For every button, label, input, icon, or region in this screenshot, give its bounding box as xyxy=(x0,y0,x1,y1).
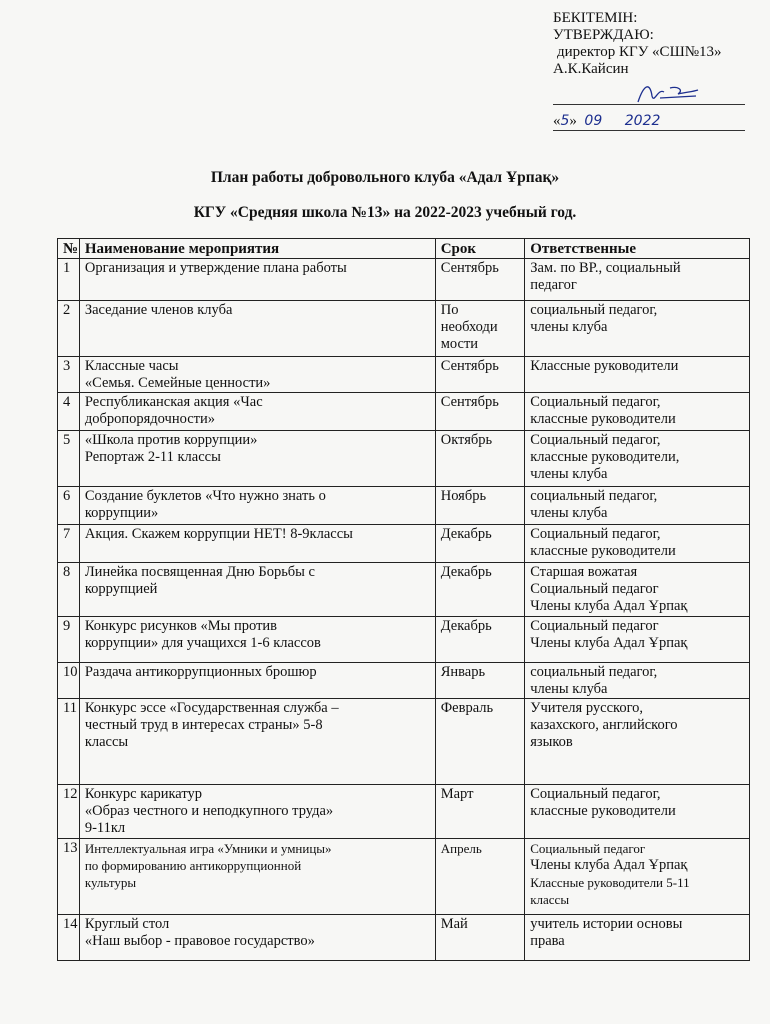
document-subtitle: КГУ «Средняя школа №13» на 2022-2023 учебный год. xyxy=(193,204,577,221)
event-date xyxy=(435,699,524,785)
event-responsible-line: Старшая вожатая xyxy=(530,564,638,580)
event-responsible-line: члены клуба xyxy=(530,681,608,697)
event-name-line: культуры xyxy=(84,875,137,890)
event-responsible xyxy=(525,785,750,839)
event-responsible-line: Зам. по ВР., социальный xyxy=(530,260,681,276)
table-row xyxy=(58,301,750,357)
event-responsible xyxy=(525,839,750,915)
event-responsible-line: Социальный педагог xyxy=(530,618,659,634)
event-name xyxy=(79,839,435,915)
event-name-line: «Наш выбор - правовое государство» xyxy=(84,933,315,949)
table-row xyxy=(58,839,750,915)
event-responsible-line: социальный педагог, xyxy=(530,302,658,318)
event-name-line: Интеллектуальная игра «Умники и умницы» xyxy=(84,841,332,856)
event-name-line: коррупции» xyxy=(84,505,159,521)
event-date xyxy=(435,663,524,699)
event-date xyxy=(435,301,524,357)
header-date: Срок xyxy=(435,239,524,259)
event-date-line: Декабрь xyxy=(440,526,492,542)
date-year: 2022 xyxy=(624,113,661,129)
event-responsible-line: классные руководители xyxy=(530,411,676,427)
event-date-line: мости xyxy=(440,336,479,352)
event-date-line: Декабрь xyxy=(440,564,492,580)
event-date xyxy=(435,393,524,431)
event-responsible-line: казахского, английского xyxy=(530,717,678,733)
approval-block xyxy=(553,10,763,78)
event-responsible-line: Учителя русского, xyxy=(530,700,644,716)
table-row xyxy=(58,525,750,563)
row-number: 6 xyxy=(58,487,80,525)
event-responsible-line: Классные руководители xyxy=(530,358,679,374)
event-date xyxy=(435,525,524,563)
event-name-line: Конкурс карикатур xyxy=(84,786,203,802)
table-row xyxy=(58,563,750,617)
event-responsible-line: педагог xyxy=(530,277,577,293)
event-responsible xyxy=(525,487,750,525)
event-name-line: Конкурс эссе «Государственная служба – xyxy=(84,700,339,716)
event-date xyxy=(435,915,524,961)
event-responsible-line: права xyxy=(530,933,565,949)
event-date-line: Март xyxy=(440,786,474,802)
event-responsible xyxy=(525,663,750,699)
event-date-line: необходи xyxy=(440,319,498,335)
signature-line xyxy=(553,104,745,105)
event-responsible-line: классные руководители, xyxy=(530,449,680,465)
header-num: № xyxy=(58,239,80,259)
row-number: 7 xyxy=(58,525,80,563)
approval-ru: УТВЕРЖДАЮ: xyxy=(553,27,654,43)
event-responsible xyxy=(525,525,750,563)
event-responsible-line: Социальный педагог, xyxy=(530,786,661,802)
event-name-line: Репортаж 2-11 классы xyxy=(84,449,221,465)
date-month: 09 xyxy=(584,113,603,129)
table-row xyxy=(58,663,750,699)
event-name xyxy=(79,699,435,785)
event-date xyxy=(435,785,524,839)
event-responsible xyxy=(525,431,750,487)
table-row xyxy=(58,617,750,663)
header-name: Наименование мероприятия xyxy=(79,239,435,259)
event-name-line: коррупцией xyxy=(84,581,158,597)
event-date-line: Октябрь xyxy=(440,432,493,448)
table-row xyxy=(58,259,750,301)
event-responsible-line: социальный педагог, xyxy=(530,488,658,504)
row-number: 1 xyxy=(58,259,80,301)
event-responsible-line: учитель истории основы xyxy=(530,916,683,932)
event-name-line: Республиканская акция «Час xyxy=(84,394,263,410)
event-responsible xyxy=(525,617,750,663)
event-name-line: коррупции» для учащихся 1-6 классов xyxy=(84,635,321,651)
event-name xyxy=(79,259,435,301)
event-name-line: Создание буклетов «Что нужно знать о xyxy=(84,488,326,504)
row-number: 14 xyxy=(58,915,80,961)
date-line xyxy=(553,130,745,131)
event-responsible-line: Социальный педагог, xyxy=(530,432,661,448)
row-number: 12 xyxy=(58,785,80,839)
event-responsible xyxy=(525,563,750,617)
event-date-line: По xyxy=(440,302,459,318)
event-name xyxy=(79,915,435,961)
event-responsible-line: языков xyxy=(530,734,573,750)
row-number: 11 xyxy=(58,699,80,785)
event-name-line: 9-11кл xyxy=(84,820,126,836)
event-name xyxy=(79,393,435,431)
event-name-line: «Школа против коррупции» xyxy=(84,432,258,448)
event-date xyxy=(435,617,524,663)
event-name xyxy=(79,525,435,563)
event-name-line: Классные часы xyxy=(84,358,179,374)
event-date xyxy=(435,431,524,487)
event-responsible xyxy=(525,259,750,301)
row-number: 10 xyxy=(58,663,80,699)
event-date-line: Декабрь xyxy=(440,618,492,634)
event-responsible xyxy=(525,699,750,785)
event-responsible xyxy=(525,357,750,393)
event-date-line: Сентябрь xyxy=(440,394,499,410)
date-day: 5 xyxy=(560,113,570,129)
event-name-line: «Семья. Семейные ценности» xyxy=(84,375,271,391)
event-responsible-line: Социальный педагог, xyxy=(530,394,661,410)
approval-position: директор КГУ «СШ№13» xyxy=(557,44,722,60)
event-date xyxy=(435,563,524,617)
event-responsible-line: члены клуба xyxy=(530,319,608,335)
event-date-line: Сентябрь xyxy=(440,358,499,374)
event-date xyxy=(435,839,524,915)
event-responsible xyxy=(525,393,750,431)
table-row xyxy=(58,487,750,525)
event-name-line: «Образ честного и неподкупного труда» xyxy=(84,803,334,819)
event-date-line: Январь xyxy=(440,664,486,680)
document-title: План работы добровольного клуба «Адал Ұрпақ» xyxy=(210,169,560,186)
event-responsible xyxy=(525,301,750,357)
event-responsible-line: социальный педагог, xyxy=(530,664,658,680)
event-name-line: по формированию антикоррупционной xyxy=(84,858,302,873)
event-name xyxy=(79,431,435,487)
event-responsible-line: классные руководители xyxy=(530,803,676,819)
event-responsible-line: Классные руководители 5-11 xyxy=(530,875,690,890)
event-responsible-line: классы xyxy=(530,892,570,907)
event-date-line: Ноябрь xyxy=(440,488,487,504)
event-name xyxy=(79,357,435,393)
approval-date: «5» 09 2022 xyxy=(553,113,661,129)
row-number: 8 xyxy=(58,563,80,617)
event-name-line: Организация и утверждение плана работы xyxy=(84,260,347,276)
event-date xyxy=(435,357,524,393)
row-number: 2 xyxy=(58,301,80,357)
event-name-line: Линейка посвященная Дню Борьбы с xyxy=(84,564,315,580)
event-date-line: Апрель xyxy=(440,841,482,856)
row-number: 9 xyxy=(58,617,80,663)
event-name xyxy=(79,663,435,699)
event-date-line: Февраль xyxy=(440,700,494,716)
row-number: 3 xyxy=(58,357,80,393)
event-name-line: Круглый стол xyxy=(84,916,170,932)
event-responsible-line: классные руководители xyxy=(530,543,676,559)
event-date xyxy=(435,487,524,525)
event-name-line: честный труд в интересах страны» 5-8 xyxy=(84,717,323,733)
approval-name: А.К.Кайсин xyxy=(553,61,629,77)
event-responsible-line: члены клуба xyxy=(530,466,608,482)
row-number: 5 xyxy=(58,431,80,487)
event-date-line: Май xyxy=(440,916,468,932)
table-row xyxy=(58,431,750,487)
event-date-line: Сентябрь xyxy=(440,260,499,276)
event-responsible-line: Члены клуба Адал Ұрпақ xyxy=(530,635,688,651)
event-responsible-line: Социальный педагог xyxy=(530,841,646,856)
table-header-row xyxy=(58,239,750,259)
event-responsible xyxy=(525,915,750,961)
header-responsible: Ответственные xyxy=(525,239,750,259)
event-name-line: классы xyxy=(84,734,129,750)
row-number: 13 xyxy=(58,839,80,915)
event-name xyxy=(79,617,435,663)
event-name-line: добропорядочности» xyxy=(84,411,215,427)
event-date xyxy=(435,259,524,301)
event-responsible-line: члены клуба xyxy=(530,505,608,521)
table-row xyxy=(58,785,750,839)
event-name-line: Заседание членов клуба xyxy=(84,302,233,318)
event-responsible-line: Социальный педагог xyxy=(530,581,659,597)
event-responsible-line: Социальный педагог, xyxy=(530,526,661,542)
event-responsible-line: Члены клуба Адал Ұрпақ xyxy=(530,857,688,873)
event-name xyxy=(79,785,435,839)
row-number: 4 xyxy=(58,393,80,431)
table-row xyxy=(58,393,750,431)
table-row xyxy=(58,699,750,785)
approval-kz: БЕКІТЕМІН: xyxy=(553,10,638,26)
event-name xyxy=(79,487,435,525)
event-name xyxy=(79,301,435,357)
event-responsible-line: Члены клуба Адал Ұрпақ xyxy=(530,598,688,614)
event-name-line: Акция. Скажем коррупции НЕТ! 8-9классы xyxy=(84,526,353,542)
plan-table xyxy=(57,238,750,961)
table-row xyxy=(58,357,750,393)
event-name-line: Раздача антикоррупционных брошюр xyxy=(84,664,317,680)
event-name xyxy=(79,563,435,617)
table-row xyxy=(58,915,750,961)
event-name-line: Конкурс рисунков «Мы против xyxy=(84,618,278,634)
